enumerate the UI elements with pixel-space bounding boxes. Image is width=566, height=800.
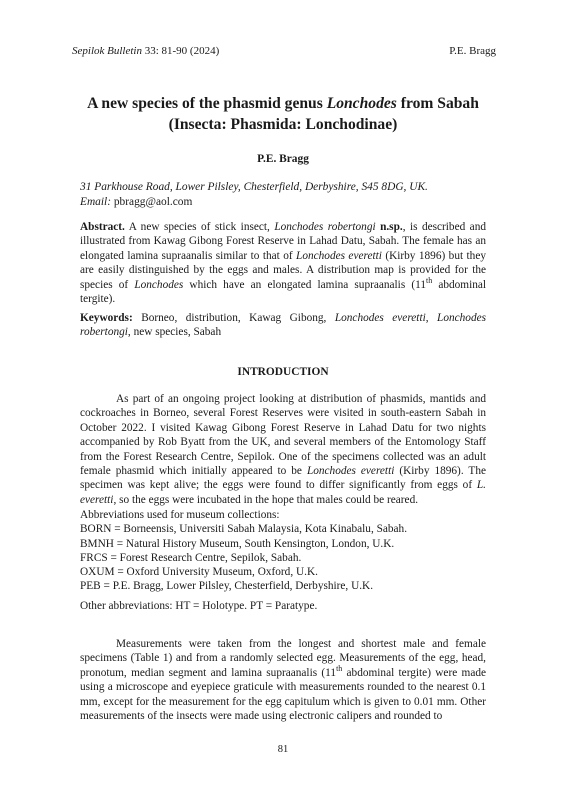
- title-text: A new species of the phasmid genus: [87, 95, 327, 112]
- genus-name: Lonchodes: [134, 278, 184, 291]
- title-genus: Lonchodes: [326, 95, 397, 112]
- author-address: 31 Parkhouse Road, Lower Pilsley, Chesterfield, Derbyshire, S45 8DG, UK.: [80, 181, 428, 193]
- abstract-label: Abstract.: [80, 221, 125, 233]
- list-item: BMNH = Natural History Museum, South Kensington, London, U.K.: [80, 537, 395, 550]
- email-label: Email:: [80, 195, 112, 208]
- species-name: Lonchodes everetti: [296, 249, 382, 262]
- paper-title: [60, 93, 506, 135]
- paragraph-text: abdominal tergite) were made using a microscope and eyepiece graticule with measurements rounded to the nearest 0.1 mm, except for the measurement for the egg capitulum which is given to 0.01 mm. Other measurements of the insects were made using electronic calipers and rounded to: [80, 666, 486, 723]
- species-name: Lonchodes everetti: [334, 312, 426, 324]
- abbreviations-list: [80, 508, 407, 594]
- keywords-text: ,: [425, 312, 438, 324]
- author-name: P.E. Bragg: [257, 153, 309, 165]
- journal-citation: [72, 45, 219, 57]
- keywords-text: , new species, Sabah: [127, 326, 222, 339]
- paragraph-text: Measurements were taken from the longest and shortest male and female specimens (Table 1) and from a randomly selected egg. Measurements of the egg, head, pronotum, median segment and lamina supraanalis (11: [80, 638, 486, 679]
- species-name: L. everetti: [80, 479, 486, 506]
- abstract-text: (Kirby 1896) but they are easily distinguished by the eggs and males. A distribution map is provided for the species of: [80, 249, 486, 291]
- paragraph-text: (Kirby 1896). The specimen was kept alive; the eggs were found to differ significantly from eggs of: [80, 465, 487, 492]
- keywords-text: Borneo, distribution, Kawag Gibong,: [132, 312, 335, 324]
- title-line-1: [60, 93, 506, 114]
- abstract-text: A new species of stick insect,: [124, 221, 275, 233]
- intro-paragraph-2: [80, 637, 486, 723]
- species-name: Lonchodes robertongi: [274, 221, 376, 233]
- keywords: [80, 311, 486, 340]
- superscript: th: [426, 275, 433, 285]
- abstract-text: which have an elongated lamina supraanalis (11: [183, 278, 427, 291]
- keywords-label: Keywords:: [80, 312, 133, 324]
- species-name: Lonchodes robertongi: [80, 312, 486, 339]
- running-author: P.E. Bragg: [449, 45, 496, 57]
- author-affiliation: [80, 180, 428, 209]
- other-abbreviations: Other abbreviations: HT = Holotype. PT = Paratype.: [80, 600, 318, 612]
- email-address: pbragg@aol.com: [111, 195, 193, 208]
- abstract-text: abdominal tergite).: [80, 278, 487, 306]
- list-item: BORN = Borneensis, Universiti Sabah Malaysia, Kota Kinabalu, Sabah.: [80, 523, 408, 536]
- volume-pages: 33: 81-90 (2024): [141, 45, 220, 57]
- abbreviations-heading: Abbreviations used for museum collections:: [80, 509, 280, 521]
- title-line-2: (Insecta: Phasmida: Lonchodinae): [168, 116, 398, 133]
- species-name: Lonchodes everetti: [306, 465, 395, 478]
- list-item: OXUM = Oxford University Museum, Oxford, U.K.: [80, 566, 318, 579]
- superscript: th: [336, 664, 343, 674]
- paragraph-text: As part of an ongoing project looking at distribution of phasmids, mantids and cockroaches in Borneo, several Forest Reserves were visited in south-eastern Sabah in October 2022. I visited Kawag Gibong Forest Reserve in Lahad Datu for two nights accompanied by Rob Byatt from the UK, and several members of the Entomology Staff from the Forest Research Centre, Sepilok. One of the specimens collected was an adult female phasmid which initially appeared to be: [80, 393, 486, 478]
- abstract: [80, 220, 486, 306]
- running-header: [72, 45, 496, 59]
- list-item: PEB = P.E. Bragg, Lower Pilsley, Chesterfield, Derbyshire, U.K.: [80, 580, 374, 593]
- intro-paragraph-1: [80, 392, 486, 507]
- abstract-text: , is described and illustrated from Kawag Gibong Forest Reserve in Lahad Datu, Sabah. The female has an elongated lamina supraanalis similar to that of: [80, 221, 486, 262]
- new-species-tag: n.sp.: [375, 221, 403, 233]
- title-text: from Sabah: [396, 95, 479, 112]
- author-email: [80, 195, 428, 210]
- paragraph-text: , so the eggs were incubated in the hope that males could be reared.: [113, 493, 419, 506]
- journal-name: Sepilok Bulletin: [72, 45, 142, 57]
- section-heading-introduction: INTRODUCTION: [237, 366, 329, 378]
- page-number: 81: [277, 744, 289, 755]
- list-item: FRCS = Forest Research Centre, Sepilok, Sabah.: [80, 551, 302, 564]
